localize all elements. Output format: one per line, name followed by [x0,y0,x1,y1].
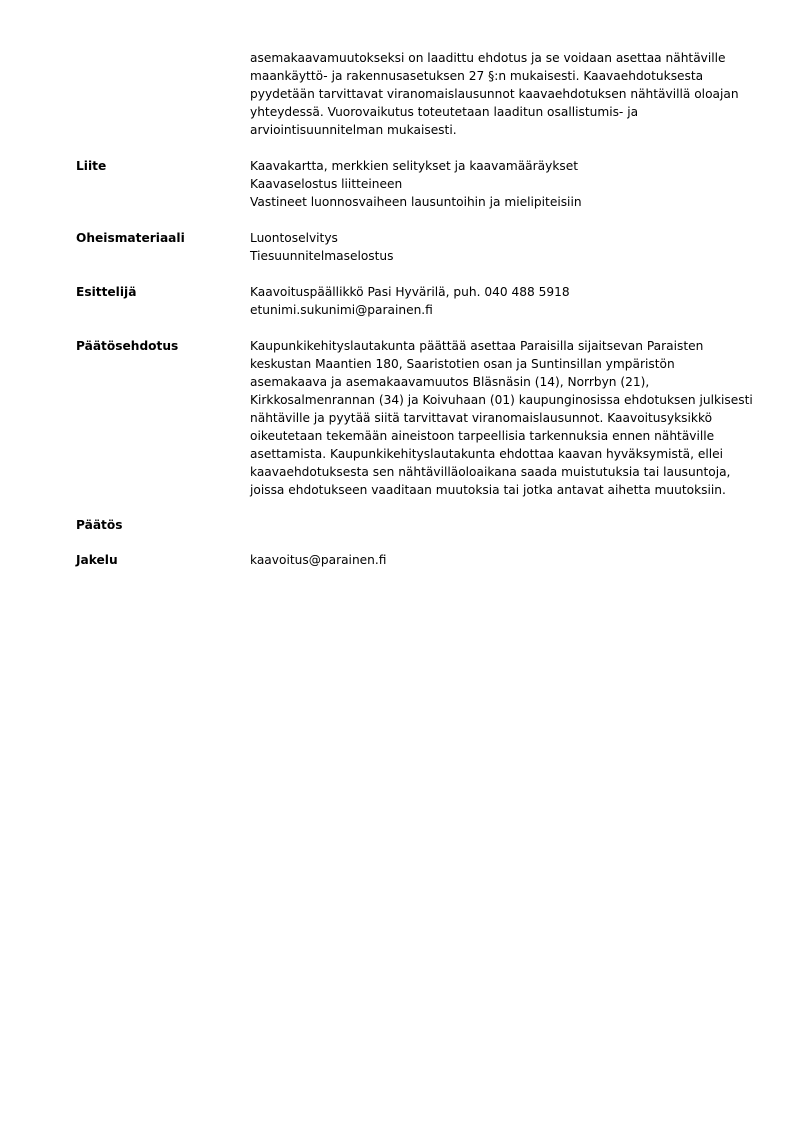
section-content-liite [250,157,745,211]
attachment-item: Kaavaselostus liitteineen [250,177,403,191]
intro-line: arviointisuunnitelman mukaisesti. [250,123,457,137]
section-content-esittelija [250,283,745,319]
proposal-line: joissa ehdotukseen vaaditaan muutoksia tai jotka antavat aihetta muutoksiin. [250,483,726,497]
section-label-oheismateriaali: Oheismateriaali [76,231,185,245]
material-item: Tiesuunnitelmaselostus [250,249,394,263]
section-label-paatosehdotus: Päätösehdotus [76,339,179,353]
intro-paragraph [250,49,750,139]
distribution-email: kaavoitus@parainen.fi [250,553,387,567]
intro-line: asemakaavamuutokseksi on laadittu ehdotus ja se voidaan asettaa nähtäville [250,51,726,65]
material-item: Luontoselvitys [250,231,338,245]
attachment-item: Vastineet luonnosvaiheen lausuntoihin ja mielipiteisiin [250,195,582,209]
section-content-oheismateriaali [250,229,745,265]
intro-line: yhteydessä. Vuorovaikutus toteutetaan laaditun osallistumis- ja [250,105,639,119]
proposal-line: oikeutetaan tekemään aineistoon tarpeellisia tarkennuksia ennen nähtäville [250,429,715,443]
section-label-jakelu: Jakelu [76,553,118,567]
presenter-name-phone: Kaavoituspäällikkö Pasi Hyvärilä, puh. 040 488 5918 [250,285,570,299]
intro-line: maankäyttö- ja rakennusasetuksen 27 §:n mukaisesti. Kaavaehdotuksesta [250,69,704,83]
proposal-line: kaavaehdotuksesta sen nähtävilläoloaikana saada muistutuksia tai lausuntoja, [250,465,731,479]
attachment-item: Kaavakartta, merkkien selitykset ja kaavamääräykset [250,159,579,173]
section-content-paatosehdotus [250,337,753,499]
section-label-esittelija: Esittelijä [76,285,137,299]
section-label-paatos: Päätös [76,518,123,532]
section-content-jakelu [250,551,745,569]
proposal-line: nähtäville ja pyytää siitä tarvittavat viranomaislausunnot. Kaavoitusyksikkö [250,411,713,425]
proposal-line: asemakaava ja asemakaavamuutos Bläsnäsin (14), Norrbyn (21), [250,375,650,389]
section-label-liite: Liite [76,159,107,173]
proposal-line: Kirkkosalmenrannan (34) ja Koivuhaan (01) kaupunginosissa ehdotuksen julkisesti [250,393,753,407]
proposal-line: asettamista. Kaupunkikehityslautakunta ehdottaa kaavan hyväksymistä, ellei [250,447,724,461]
proposal-line: keskustan Maantien 180, Saaristotien osan ja Suntinsillan ympäristön [250,357,675,371]
presenter-email: etunimi.sukunimi@parainen.fi [250,303,433,317]
proposal-line: Kaupunkikehityslautakunta päättää asettaa Paraisilla sijaitsevan Paraisten [250,339,704,353]
intro-line: pyydetään tarvittavat viranomaislausunnot kaavaehdotuksen nähtävillä oloajan [250,87,739,101]
